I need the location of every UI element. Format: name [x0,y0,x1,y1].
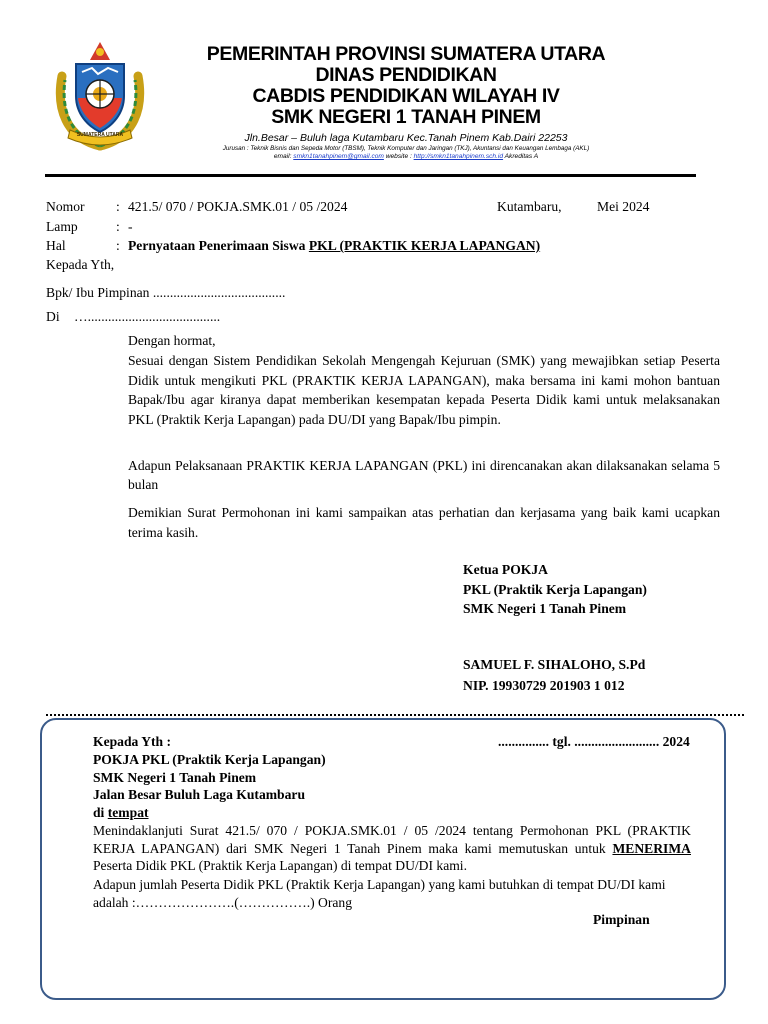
signature-block [463,560,647,619]
signatory-name: SAMUEL F. SIHALOHO, S.Pd [463,657,646,672]
header-address: Jln.Besar – Buluh laga Kutambaru Kec.Tanah Pinem Kab.Dairi 22253 [244,132,568,144]
lamp-label: Lamp [46,219,78,234]
hal-value [128,237,540,255]
reply-address [93,751,326,821]
nomor-value: 421.5/ 070 / POKJA.SMK.01 / 05 /2024 [128,199,348,214]
lamp-colon: : [116,219,120,234]
body-paragraph-2: Adapun Pelaksanaan PRAKTIK KERJA LAPANGAN (PKL) ini direncanakan akan dilaksanakan selama 5 bulan [128,458,720,492]
signature-title: Ketua POKJA [463,562,548,577]
header-government: PEMERINTAH PROVINSI SUMATERA UTARA [206,43,606,65]
logo-ring-text: SUMATERA UTARA [76,132,124,138]
signature-school: SMK Negeri 1 Tanah Pinem [463,601,627,616]
hal-colon: : [116,238,120,253]
signature-unit: PKL (Praktik Kerja Lapangan) [463,581,647,597]
email-label: email: [273,153,292,160]
reply-kepada: Kepada Yth : [93,734,172,749]
header-branch: CABDIS PENDIDIKAN WILAYAH IV [252,85,560,107]
header-school: SMK NEGERI 1 TANAH PINEM [271,106,541,128]
reply-address-2: SMK Negeri 1 Tanah Pinem [93,769,257,785]
email-link[interactable]: smkn1tanahpinem@gmail.com [293,153,384,160]
cut-line [46,714,744,716]
website-label: website : [385,153,412,160]
province-logo [52,38,148,152]
reply-paragraph-1: Menindaklanjuti Surat 421.5/ 070 / POKJA.SMK.01 / 05 /2024 tentang Permohonan PKL (PRAKTIK KERJA LAPANGAN) dari SMK Negeri 1 Tanah Pinem maka kami memutuskan untuk MENERIMA Peserta Didik PKL (Praktik Kerja Lapangan) di tempat DU/DI kami. [93,823,691,873]
header-programs: Jurusan : Teknik Bisnis dan Sepeda Motor (TBSM), Teknik Komputer dan Jaringan (TKJ), Akuntansi dan Keuangan Lembaga (AKL) [222,145,590,152]
header-contacts [150,153,662,160]
lamp-value: - [128,219,133,234]
recipient-di-label: Di [46,309,60,324]
reply-decision: MENERIMA [612,840,691,856]
body-paragraph-1: Sesuai dengan Sistem Pendidikan Sekolah Mengengah Kejuruan (SMK) yang mewajibkan setiap Peserta Didik untuk mengikuti PKL (PRAKTIK KERJA LAPANGAN), maka bersama ini kami mohon bantuan Bapak/Ibu agar kiranya dapat memberikan kesempatan kepada Peserta Didik kami untuk melaksanakan PKL (Praktik Kerja Lapangan) pada DU/DI yang Bapak/Ibu pimpin. [128,353,720,427]
reply-pimpinan: Pimpinan [593,912,650,927]
nomor-colon: : [116,199,120,214]
hal-subject: Pernyataan Penerimaan Siswa [128,238,309,253]
greeting: Dengan hormat, [128,333,216,348]
header-department: DINAS PENDIDIKAN [315,64,497,86]
reply-paragraph-2: Adapun jumlah Peserta Didik PKL (Praktik Kerja Lapangan) yang kami butuhkan di tempat DU/DI kami adalah :………………….(…………….) Orang [93,877,666,910]
recipient-kepada: Kepada Yth, [46,257,115,272]
nomor-label: Nomor [46,199,85,214]
reply-address-1: POKJA PKL (Praktik Kerja Lapangan) [93,752,326,767]
letter-date: Mei 2024 [597,199,650,214]
reply-address-3: Jalan Besar Buluh Laga Kutambaru [93,787,306,802]
recipient-di-value: …....................................... [74,309,221,324]
accreditation: Akreditas A [504,153,539,160]
letter-place: Kutambaru, [497,199,562,214]
website-link[interactable]: http://smkn1tanahpinem.sch.id [413,153,504,160]
body-paragraph-3: Demikian Surat Permohonan ini kami sampaikan atas perhatian dan kerjasama yang baik kami ucapkan terima kasih. [128,505,720,540]
reply-address-4: di tempat [93,804,149,820]
hal-subject-pkl: PKL (PRAKTIK KERJA LAPANGAN) [308,238,541,253]
letterhead [150,44,662,160]
reply-date-line: ............... tgl. ......................... 2024 [498,734,690,749]
hal-label: Hal [46,238,66,253]
header-divider [45,174,696,177]
recipient-name-line: Bpk/ Ibu Pimpinan ....................................... [46,285,286,300]
signatory-nip: NIP. 19930729 201903 1 012 [463,678,625,693]
